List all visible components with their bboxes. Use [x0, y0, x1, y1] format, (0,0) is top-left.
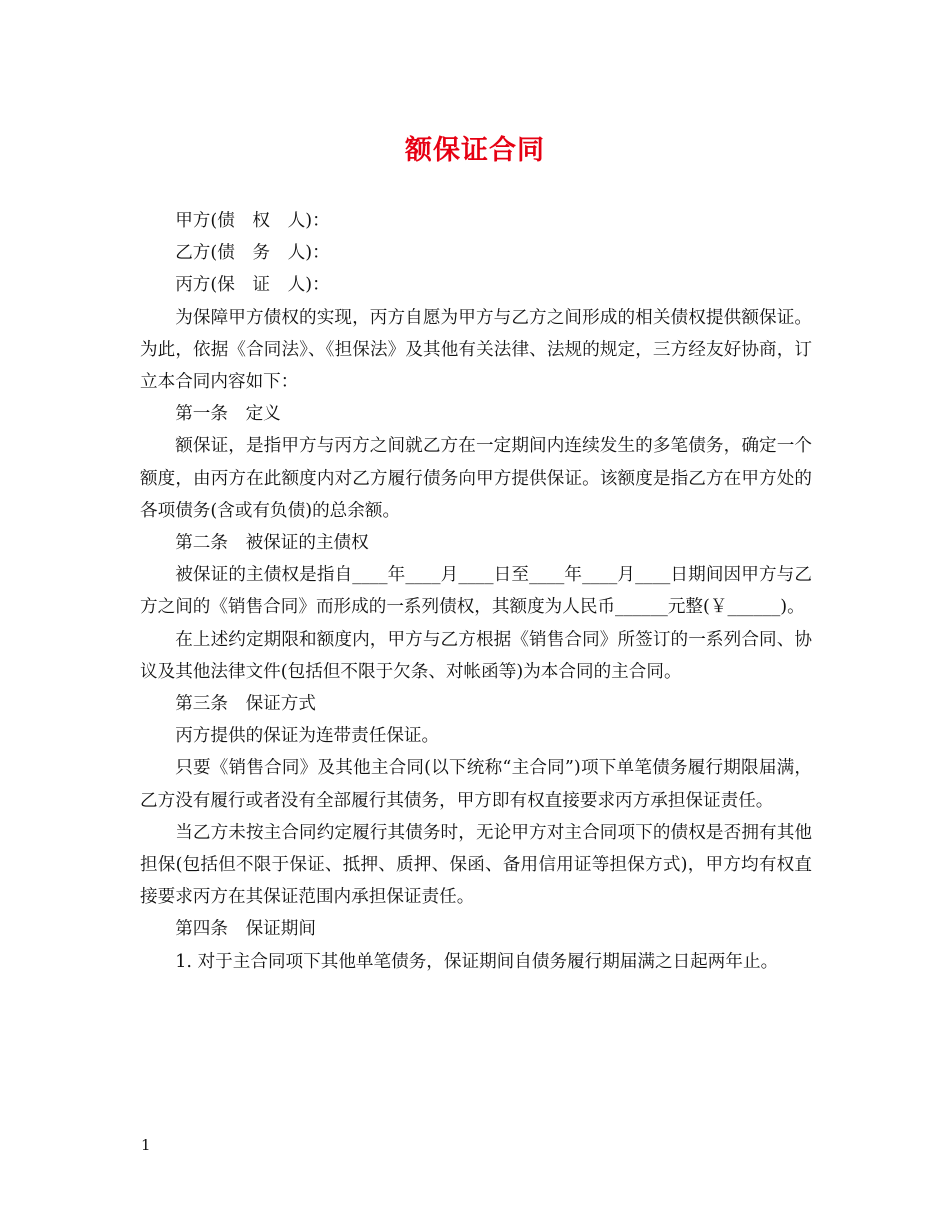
article-4-item-1: 1. 对于主合同项下其他单笔债务，保证期间自债务履行期届满之日起两年止。 — [175, 951, 779, 972]
party-c-line: 丙方(保 证 人)： — [175, 275, 330, 296]
document-body — [140, 205, 812, 978]
article-3-paragraph-1: 丙方提供的保证为连带责任保证。 — [175, 726, 440, 747]
article-2-heading: 第二条 被保证的主债权 — [175, 533, 369, 554]
page-number: 1 — [141, 1136, 151, 1154]
article-3-paragraph-2: 只要《销售合同》及其他主合同(以下统称“主合同”)项下单笔债务履行期限届满，乙方没有履行或者没有全部履行其债务，甲方即有权直接要求丙方承担保证责任。 — [140, 758, 812, 811]
article-3-paragraph-3: 当乙方未按主合同约定履行其债务时，无论甲方对主合同项下的债权是否拥有其他担保(包括但不限于保证、抵押、质押、保函、备用信用证等担保方式)，甲方均有权直接要求丙方在其保证范围内承担保证责任。 — [140, 822, 812, 908]
article-4-heading: 第四条 保证期间 — [175, 919, 316, 940]
party-a-line: 甲方(债 权 人)： — [175, 211, 330, 231]
party-b-line: 乙方(债 务 人)： — [175, 243, 330, 264]
article-2-paragraph-2: 在上述约定期限和额度内，甲方与乙方根据《销售合同》所签订的一系列合同、协议及其他法律文件(包括但不限于欠条、对帐函等)为本合同的主合同。 — [140, 629, 812, 682]
document-title: 额保证合同 — [405, 135, 545, 166]
article-3-heading: 第三条 保证方式 — [175, 694, 316, 715]
preamble-paragraph: 为保障甲方债权的实现，丙方自愿为甲方与乙方之间形成的相关债权提供额保证。为此，依据《合同法》、《担保法》及其他有关法律、法规的规定，三方经友好协商，订立本合同内容如下： — [140, 307, 812, 393]
article-1-paragraph: 额保证，是指甲方与丙方之间就乙方在一定期间内连续发生的多笔债务，确定一个额度，由丙方在此额度内对乙方履行债务向甲方提供保证。该额度是指乙方在甲方处的各项债务(含或有负债)的总余额。 — [140, 436, 812, 521]
article-1-heading: 第一条 定义 — [175, 404, 281, 425]
article-2-paragraph-1: 被保证的主债权是指自____年____月____日至____年____月____日期间因甲方与乙方之间的《销售合同》而形成的一系列债权，其额度为人民币______元整(￥______)。 — [140, 565, 812, 618]
